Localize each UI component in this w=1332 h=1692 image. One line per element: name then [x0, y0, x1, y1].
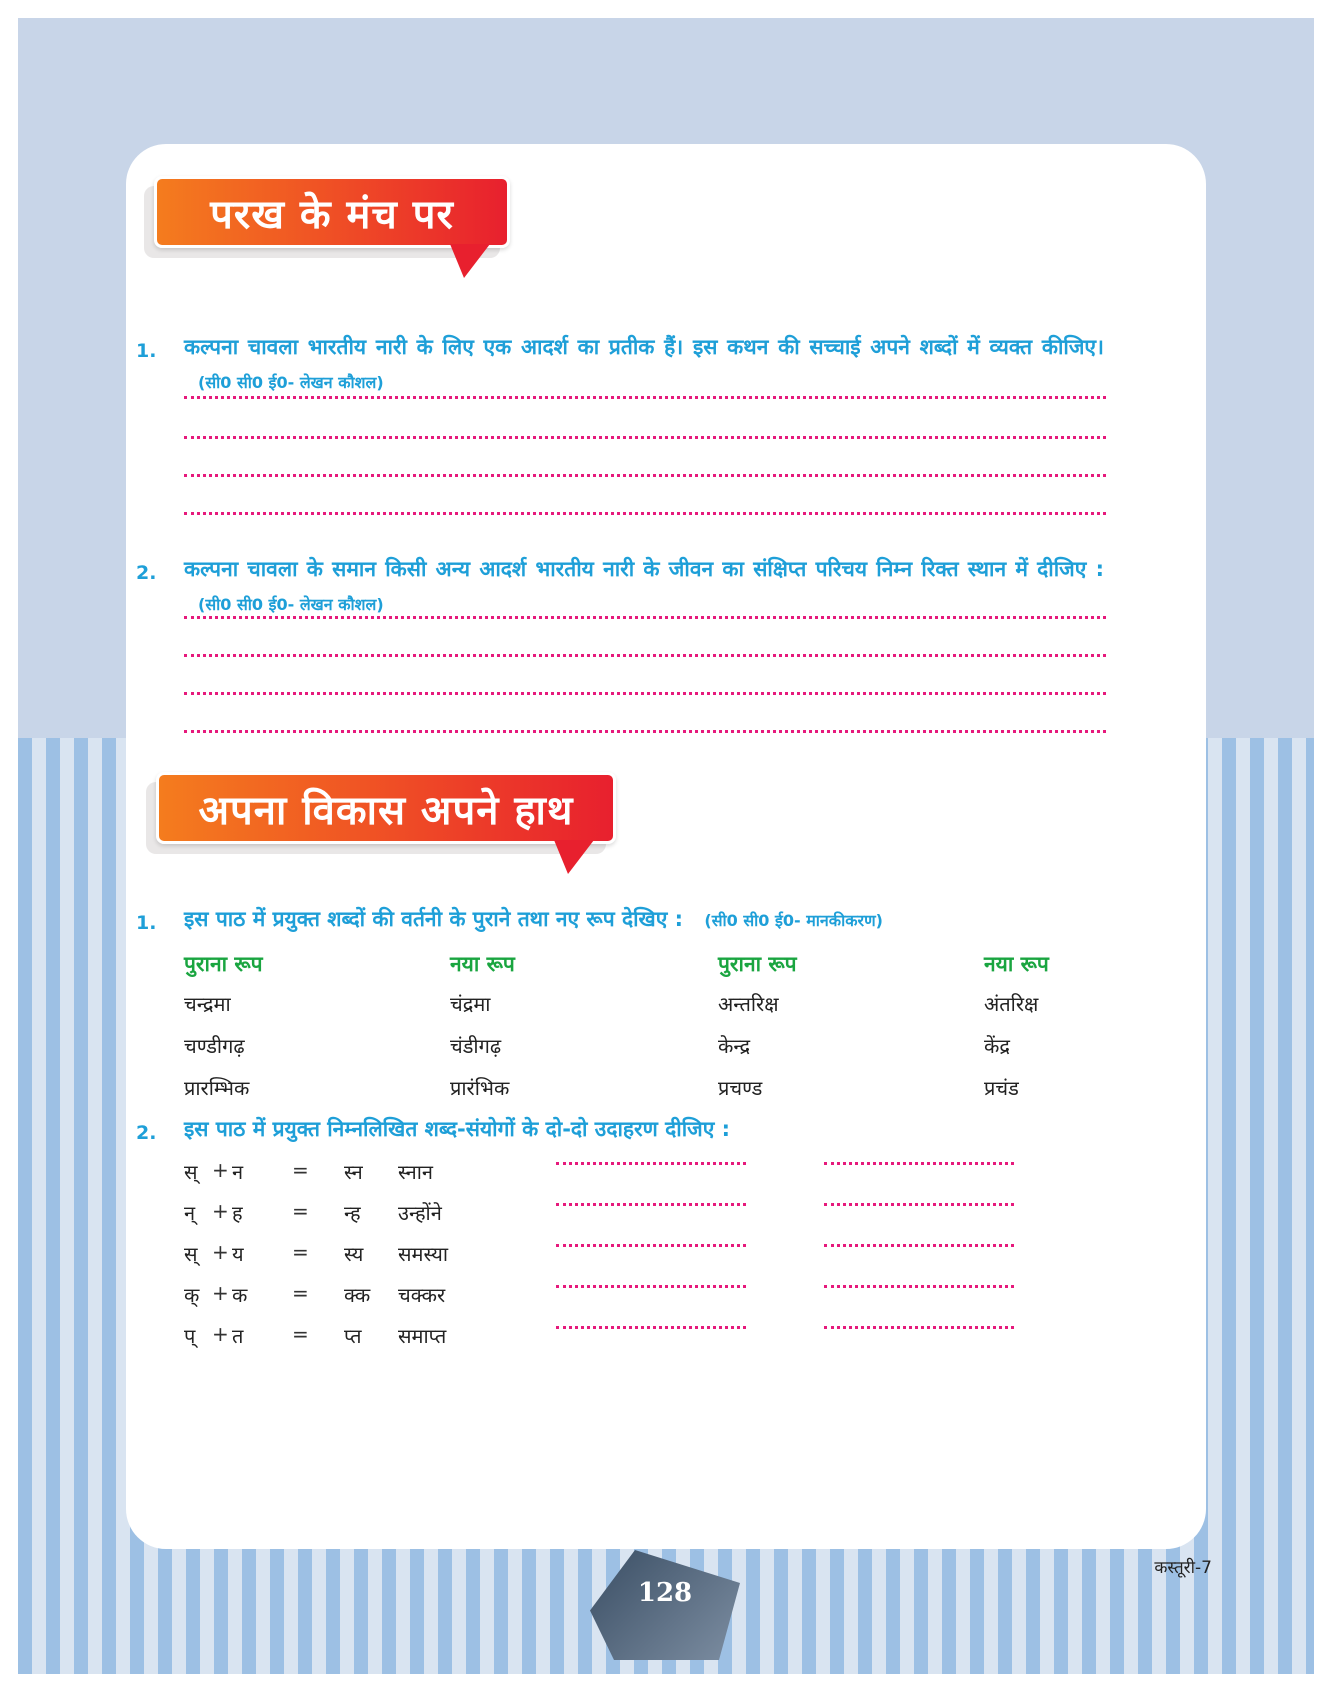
answer-line[interactable]	[184, 730, 1106, 733]
question-text	[184, 552, 1104, 622]
question-body: कल्पना चावला के समान किसी अन्य आदर्श भारतीय नारी के जीवन का संक्षिप्त परिचय निम्न रिक्त स्थान में दीजिए :	[184, 557, 1104, 581]
combo-example: समस्या	[398, 1242, 449, 1266]
answer-line[interactable]	[184, 692, 1106, 695]
word-cell: अन्तरिक्ष	[718, 992, 779, 1016]
answer-blank[interactable]	[556, 1244, 746, 1247]
plus-sign: +	[212, 1199, 229, 1223]
question-text	[184, 330, 1104, 400]
combo-example: स्नान	[398, 1160, 434, 1184]
word-cell: चंडीगढ़	[450, 1034, 502, 1058]
plus-sign: +	[212, 1322, 229, 1346]
answer-line[interactable]	[184, 396, 1106, 399]
answer-blank[interactable]	[556, 1162, 746, 1165]
section-banner-vikas	[156, 772, 616, 844]
answer-blank[interactable]	[824, 1162, 1014, 1165]
plus-sign: +	[212, 1158, 229, 1182]
combo-result: क्क	[344, 1283, 371, 1307]
question-text: इस पाठ में प्रयुक्त निम्नलिखित शब्द-संयोगों के दो-दो उदाहरण दीजिए :	[184, 1117, 731, 1141]
combo-part-b: ह	[232, 1201, 243, 1225]
answer-blank[interactable]	[556, 1203, 746, 1206]
combo-result: प्त	[344, 1324, 362, 1348]
question-number: 1.	[136, 340, 157, 362]
question-number: 2.	[136, 1122, 157, 1144]
answer-blank[interactable]	[824, 1285, 1014, 1288]
answer-line[interactable]	[184, 474, 1106, 477]
question-tag: (सी0 सी0 ई0- मानकीकरण)	[704, 911, 883, 930]
word-cell: अंतरिक्ष	[984, 992, 1039, 1016]
word-cell: चन्द्रमा	[184, 992, 231, 1016]
question-tag: (सी0 सी0 ई0- लेखन कौशल)	[198, 373, 384, 392]
answer-blank[interactable]	[824, 1244, 1014, 1247]
column-header: नया रूप	[450, 952, 515, 976]
answer-blank[interactable]	[556, 1285, 746, 1288]
equals-sign: =	[292, 1240, 309, 1264]
column-header: पुराना रूप	[184, 952, 263, 976]
word-cell: प्रारंभिक	[450, 1076, 510, 1100]
content-card	[126, 144, 1206, 1549]
section-banner-parakh	[154, 176, 510, 248]
column-header: नया रूप	[984, 952, 1049, 976]
equals-sign: =	[292, 1322, 309, 1346]
answer-blank[interactable]	[824, 1326, 1014, 1329]
combo-part-b: न	[232, 1160, 244, 1184]
word-cell: चण्डीगढ़	[184, 1034, 245, 1058]
page-number-badge	[590, 1550, 740, 1660]
word-cell: केंद्र	[984, 1034, 1010, 1058]
combo-result: स्न	[344, 1160, 363, 1184]
answer-line[interactable]	[184, 616, 1106, 619]
combo-part-a: क्	[184, 1283, 200, 1307]
word-cell: चंद्रमा	[450, 992, 491, 1016]
combo-part-a: न्	[184, 1201, 196, 1225]
word-cell: प्रचण्ड	[718, 1076, 763, 1100]
answer-line[interactable]	[184, 654, 1106, 657]
equals-sign: =	[292, 1199, 309, 1223]
word-cell: केन्द्र	[718, 1034, 751, 1058]
answer-blank[interactable]	[824, 1203, 1014, 1206]
combo-part-b: त	[232, 1324, 244, 1348]
word-cell: प्रचंड	[984, 1076, 1019, 1100]
column-header: पुराना रूप	[718, 952, 797, 976]
word-cell: प्रारम्भिक	[184, 1076, 250, 1100]
book-name: कस्तूरी-7	[1154, 1558, 1212, 1578]
combo-result: न्ह	[344, 1201, 361, 1225]
combo-example: समाप्त	[398, 1324, 447, 1348]
plus-sign: +	[212, 1240, 229, 1264]
question-number: 2.	[136, 562, 157, 584]
question-number: 1.	[136, 912, 157, 934]
answer-blank[interactable]	[556, 1326, 746, 1329]
question-tag: (सी0 सी0 ई0- लेखन कौशल)	[198, 595, 384, 614]
question-body: कल्पना चावला भारतीय नारी के लिए एक आदर्श का प्रतीक हैं। इस कथन की सच्चाई अपने शब्दों में व्यक्त कीजिए।	[184, 335, 1104, 359]
combo-example: चक्कर	[398, 1283, 446, 1307]
plus-sign: +	[212, 1281, 229, 1305]
page-number: 128	[637, 1578, 693, 1608]
combo-part-a: स्	[184, 1242, 198, 1266]
combo-example: उन्होंने	[398, 1201, 442, 1225]
equals-sign: =	[292, 1158, 309, 1182]
combo-part-b: क	[232, 1283, 248, 1307]
equals-sign: =	[292, 1281, 309, 1305]
question-text	[184, 902, 1104, 938]
section-title: अपना विकास अपने हाथ	[198, 787, 574, 834]
section-title: परख के मंच पर	[210, 191, 454, 238]
combo-part-b: य	[232, 1242, 244, 1266]
combo-part-a: प्	[184, 1324, 196, 1348]
question-body: इस पाठ में प्रयुक्त शब्दों की वर्तनी के पुराने तथा नए रूप देखिए :	[184, 907, 684, 931]
answer-line[interactable]	[184, 512, 1106, 515]
combo-part-a: स्	[184, 1160, 198, 1184]
combo-result: स्य	[344, 1242, 364, 1266]
answer-line[interactable]	[184, 436, 1106, 439]
